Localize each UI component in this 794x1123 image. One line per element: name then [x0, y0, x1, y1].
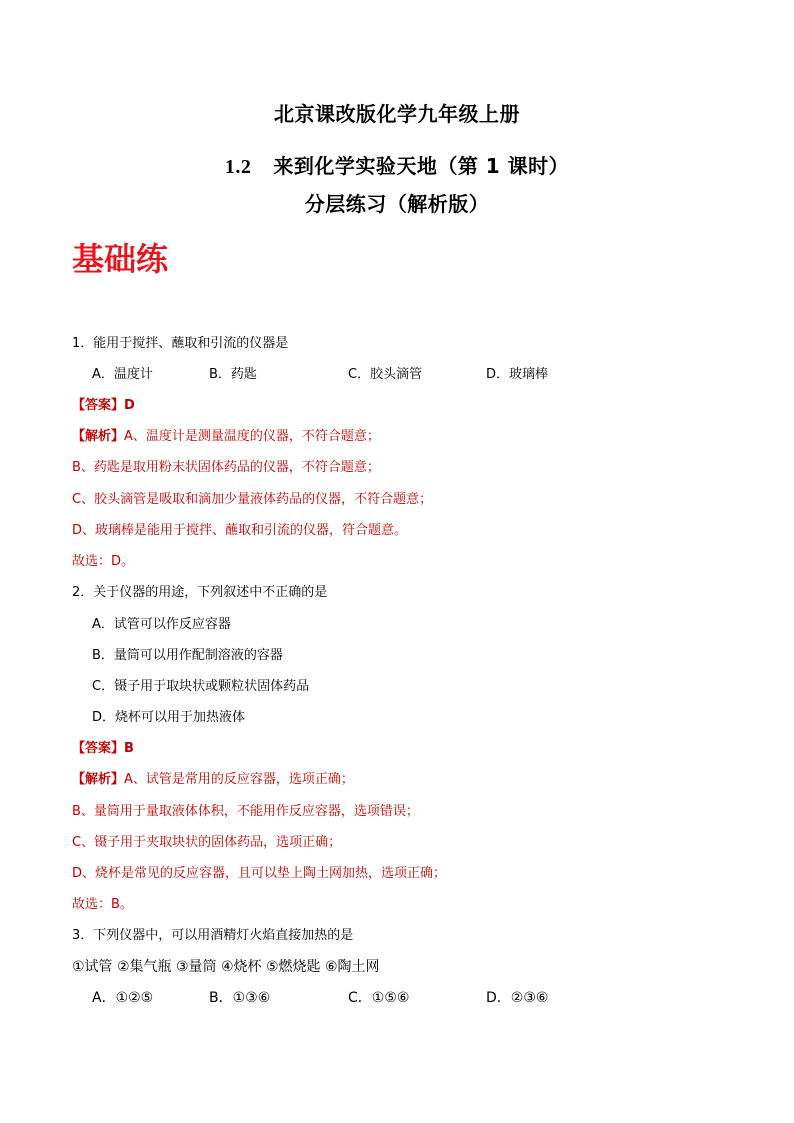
q2-choice: 故选：B。 — [72, 897, 133, 912]
q1-analysis-3: C、胶头滴管是吸取和滴加少量液体药品的仪器，不符合题意； — [72, 492, 433, 507]
q3-option-a: A．①②⑤ — [92, 990, 154, 1006]
analysis-label: 【解析】 — [72, 772, 125, 787]
q3-items: ①试管 ②集气瓶 ③量筒 ④烧杯 ⑤燃烧匙 ⑥陶土网 — [72, 959, 380, 975]
q1-analysis-1 — [72, 428, 380, 446]
question-3-stem: 3．下列仪器中，可以用酒精灯火焰直接加热的是 — [72, 928, 354, 943]
lesson-name: 来到化学实验天地（第 1 课时） — [273, 154, 570, 178]
question-2-stem: 2．关于仪器的用途，下列叙述中不正确的是 — [72, 585, 328, 600]
analysis-text: A、温度计是测量温度的仪器，不符合题意； — [124, 429, 380, 444]
q2-analysis-1 — [72, 771, 354, 789]
answer-value: B — [124, 741, 134, 756]
analysis-label: 【解析】 — [72, 429, 125, 444]
q1-option-a: A．温度计 — [92, 367, 153, 382]
answer-label: 【答案】 — [72, 741, 125, 756]
q1-option-d: D．玻璃棒 — [486, 367, 549, 382]
q1-answer — [72, 397, 135, 415]
q1-analysis-4: D、玻璃棒是能用于搅拌、蘸取和引流的仪器，符合题意。 — [72, 523, 408, 538]
q2-analysis-2: B、量筒用于量取液体体积，不能用作反应容器，选项错误； — [72, 804, 419, 819]
q1-option-b: B．药匙 — [209, 367, 257, 382]
q3-option-d: D．②③⑥ — [486, 990, 549, 1006]
document-title: 北京课改版化学九年级上册 — [274, 102, 520, 126]
q2-answer — [72, 740, 134, 758]
q2-option-d: D．烧杯可以用于加热液体 — [92, 710, 246, 725]
q1-choice: 故选：D。 — [72, 554, 135, 569]
q1-analysis-2: B、药匙是取用粉末状固体药品的仪器，不符合题意； — [72, 460, 380, 475]
q2-option-c: C．镊子用于取块状或颗粒状固体药品 — [92, 679, 310, 694]
section-heading: 基础练 — [72, 240, 169, 278]
q2-analysis-3: C、镊子用于夹取块状的固体药品，选项正确； — [72, 835, 342, 850]
analysis-text: A、试管是常用的反应容器，选项正确； — [124, 772, 354, 787]
q1-option-c: C．胶头滴管 — [348, 367, 423, 382]
q2-analysis-4: D、烧杯是常见的反应容器，且可以垫上陶土网加热，选项正确； — [72, 866, 447, 881]
answer-value: D — [124, 398, 135, 413]
lesson-number: 1.2 — [224, 156, 252, 178]
lesson-title — [0, 150, 794, 179]
document-subtitle: 分层练习（解析版） — [304, 192, 490, 216]
answer-label: 【答案】 — [72, 398, 125, 413]
question-1-stem: 1．能用于搅拌、蘸取和引流的仪器是 — [72, 336, 289, 351]
q3-option-b: B．①③⑥ — [209, 990, 271, 1006]
q3-option-c: C．①⑤⑥ — [348, 990, 410, 1006]
q2-option-a: A．试管可以作反应容器 — [92, 617, 231, 632]
q2-option-b: B．量筒可以用作配制溶液的容器 — [92, 648, 283, 663]
